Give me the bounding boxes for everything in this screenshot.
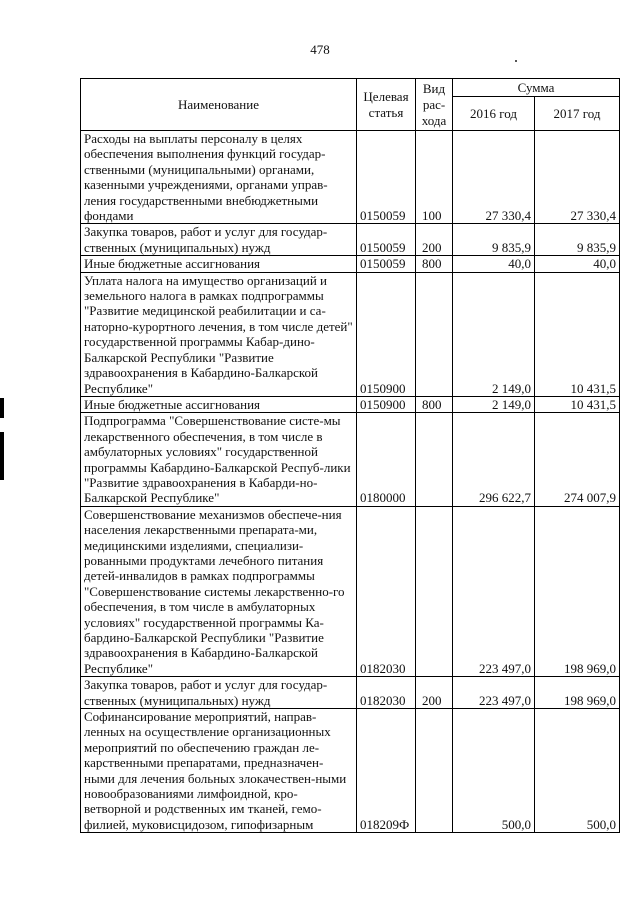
- row-name: Совершенствование механизмов обеспече-ния населения лекарственными препарата-ми, медицинскими изделиями, специализи-рованными продуктами лечебного питания детей-инвалидов в рамках подпрограммы "Совершенствование системы лекарственно-го обеспечения, в том числе в амбулаторных условиях" государственной программы Ка-бардино-Балкарской Республики "Развитие здравоохранения в Кабардино-Балкарской Республике": [81, 506, 357, 676]
- scan-margin-mark: [0, 432, 4, 480]
- row-sum-2017: 10 431,5: [535, 396, 620, 412]
- row-name: Расходы на выплаты персоналу в целях обеспечения выполнения функций государ-ственными (муниципальными) органами, казенными учреждениями, органами управ-ления государственными внебюджетными фондами: [81, 131, 357, 224]
- table-row: [81, 224, 620, 256]
- table-row: [81, 677, 620, 709]
- table-row: [81, 396, 620, 412]
- row-type: 800: [416, 396, 453, 412]
- row-article: 0150059: [357, 224, 416, 256]
- table-row: [81, 131, 620, 224]
- row-type: 200: [416, 677, 453, 709]
- header-type: Вид рас-хода: [416, 79, 453, 131]
- header-year-2016: 2016 год: [453, 97, 535, 131]
- header-article: Целевая статья: [357, 79, 416, 131]
- table-row: [81, 413, 620, 506]
- row-name: Подпрограмма "Совершенствование систе-мы лекарственного обеспечения, в том числе в амбулаторных условиях" государственной программы Кабардино-Балкарской Респуб-лики "Развитие здравоохранения в Кабарди-но-Балкарской Республике": [81, 413, 357, 506]
- row-sum-2016: 223 497,0: [453, 677, 535, 709]
- budget-table: [80, 78, 620, 833]
- row-type: 100: [416, 131, 453, 224]
- table-row: [81, 506, 620, 676]
- row-article: 0180000: [357, 413, 416, 506]
- row-sum-2017: 274 007,9: [535, 413, 620, 506]
- header-name: Наименование: [81, 79, 357, 131]
- row-sum-2016: 40,0: [453, 256, 535, 272]
- row-sum-2017: 198 969,0: [535, 506, 620, 676]
- row-article: 0150900: [357, 272, 416, 396]
- header-sum: Сумма: [453, 79, 620, 97]
- row-article: 018209Ф: [357, 709, 416, 833]
- row-name: Уплата налога на имущество организаций и земельного налога в рамках подпрограммы "Развитие медицинской реабилитации и са-наторно-курортного лечения, в том числе детей" государственной программы Кабар-дино-Балкарской Республики "Развитие здравоохранения в Кабардино-Балкарской Республике": [81, 272, 357, 396]
- row-sum-2016: 9 835,9: [453, 224, 535, 256]
- row-article: 0150059: [357, 256, 416, 272]
- scan-margin-mark: [0, 398, 4, 418]
- row-name: Софинансирование мероприятий, направ-ленных на осуществление организационных мероприятий по обеспечению граждан ле-карственными препаратами, предназначен-ными для лечения больных злокачествен-ными новообразованиями лимфоидной, кро-ветворной и родственных им тканей, гемо-филией, муковисцидозом, гипофизарным: [81, 709, 357, 833]
- table-row: [81, 709, 620, 833]
- row-name: Иные бюджетные ассигнования: [81, 396, 357, 412]
- scan-speck: [515, 60, 517, 62]
- row-type: 800: [416, 256, 453, 272]
- row-name: Закупка товаров, работ и услуг для государ-ственных (муниципальных) нужд: [81, 224, 357, 256]
- row-type: [416, 272, 453, 396]
- row-sum-2016: 223 497,0: [453, 506, 535, 676]
- row-type: 200: [416, 224, 453, 256]
- table-row: [81, 272, 620, 396]
- row-sum-2017: 10 431,5: [535, 272, 620, 396]
- row-sum-2016: 2 149,0: [453, 272, 535, 396]
- row-type: [416, 413, 453, 506]
- row-article: 0150900: [357, 396, 416, 412]
- row-type: [416, 506, 453, 676]
- row-article: 0182030: [357, 677, 416, 709]
- row-sum-2016: 296 622,7: [453, 413, 535, 506]
- row-article: 0182030: [357, 506, 416, 676]
- row-sum-2017: 9 835,9: [535, 224, 620, 256]
- header-year-2017: 2017 год: [535, 97, 620, 131]
- row-sum-2017: 27 330,4: [535, 131, 620, 224]
- page-number: 478: [310, 42, 330, 57]
- row-name: Иные бюджетные ассигнования: [81, 256, 357, 272]
- row-sum-2017: 198 969,0: [535, 677, 620, 709]
- row-sum-2016: 500,0: [453, 709, 535, 833]
- row-sum-2017: 500,0: [535, 709, 620, 833]
- row-sum-2017: 40,0: [535, 256, 620, 272]
- row-sum-2016: 27 330,4: [453, 131, 535, 224]
- row-sum-2016: 2 149,0: [453, 396, 535, 412]
- row-article: 0150059: [357, 131, 416, 224]
- row-name: Закупка товаров, работ и услуг для государ-ственных (муниципальных) нужд: [81, 677, 357, 709]
- table-row: [81, 256, 620, 272]
- row-type: [416, 709, 453, 833]
